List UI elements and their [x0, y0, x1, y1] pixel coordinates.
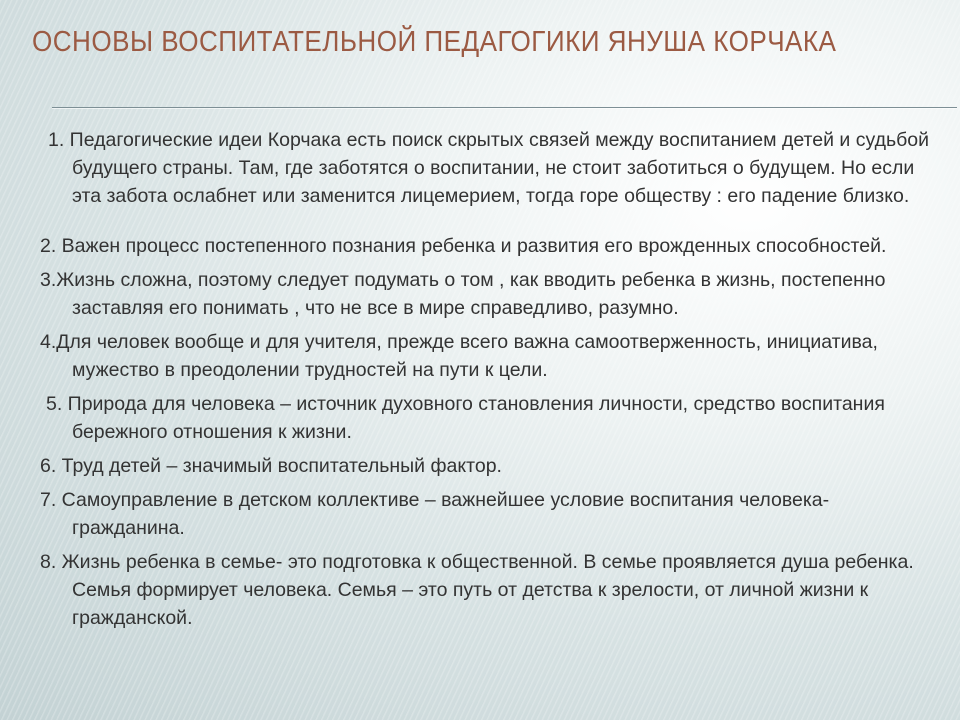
- title-divider: [52, 107, 957, 108]
- paragraph-3: 3.Жизнь сложна, поэтому следует подумать о том , как вводить ребенка в жизнь, постепенно заставляя его понимать , что не все в мире справедливо, разумно.: [40, 269, 886, 319]
- paragraph-6: 6. Труд детей – значимый воспитательный фактор.: [40, 455, 502, 477]
- paragraph-7: 7. Самоуправление в детском коллективе – важнейшее условие воспитания человека-гражданина.: [40, 489, 830, 539]
- paragraph-5: 5. Природа для человека – источник духовного становления личности, средство воспитания бережного отношения к жизни.: [46, 393, 885, 443]
- paragraph-2: 2. Важен процесс постепенного познания ребенка и развития его врожденных способностей.: [40, 235, 887, 257]
- slide-body: [40, 126, 940, 632]
- paragraph-8: 8. Жизнь ребенка в семье- это подготовка к общественной. В семье проявляется душа ребенка. Семья формирует человека. Семья – это путь от детства к зрелости, от личной жизни к гражданской.: [40, 551, 914, 629]
- slide-title: ОСНОВЫ ВОСПИТАТЕЛЬНОЙ ПЕДАГОГИКИ ЯНУША КОРЧАКА: [32, 26, 837, 58]
- paragraph-1: 1. Педагогические идеи Корчака есть поиск скрытых связей между воспитанием детей и судьбой будущего страны. Там, где заботятся о воспитании, не стоит заботиться о будущем. Но если эта забота ослабнет или заменится лицемерием, тогда горе обществу : его падение близко.: [48, 129, 930, 207]
- paragraph-4: 4.Для человек вообще и для учителя, прежде всего важна самоотверженность, инициатива, мужество в преодолении трудностей на пути к цели.: [40, 331, 878, 381]
